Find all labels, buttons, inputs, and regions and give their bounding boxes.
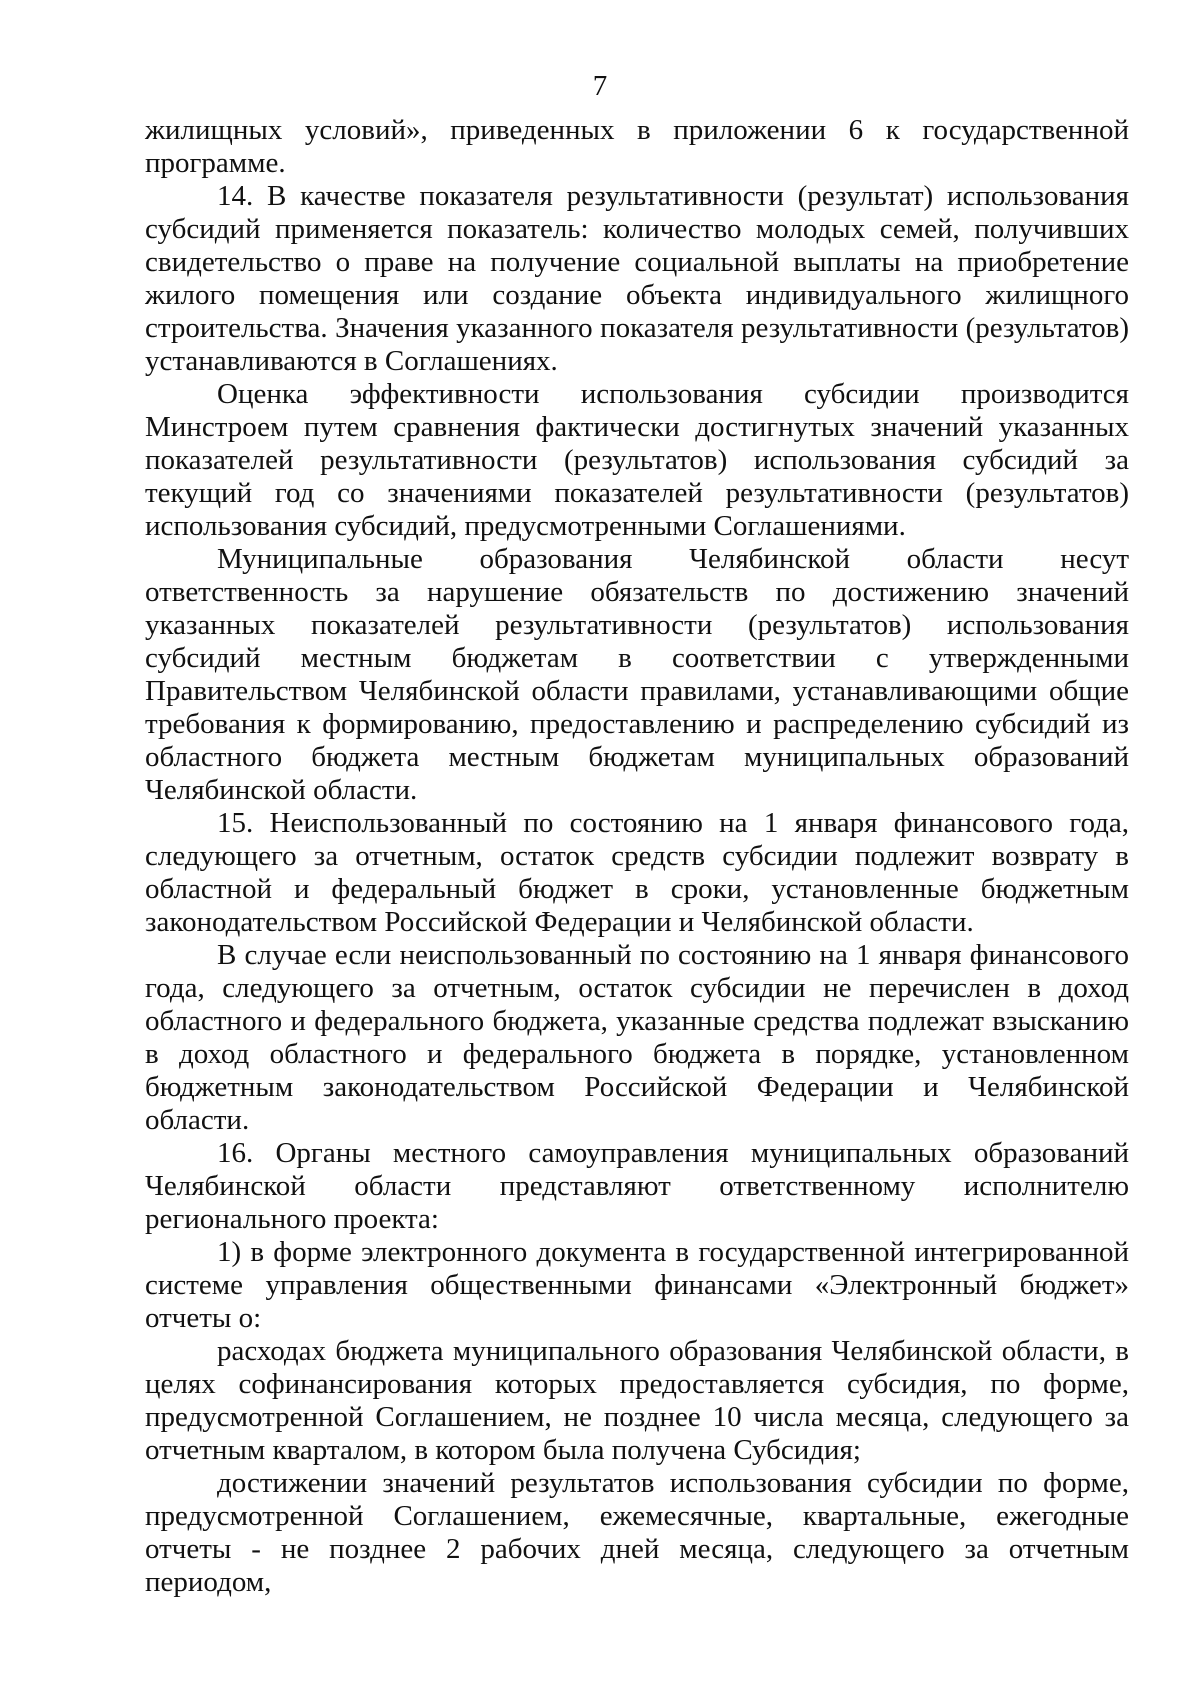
paragraph-item-16: 16. Органы местного самоуправления муниципальных образований Челябинской области представляют ответственному исполнителю регионального проекта: [145, 1137, 1129, 1235]
paragraph-continuation: жилищных условий», приведенных в приложении 6 к государственной программе. [145, 114, 1129, 179]
paragraph-recovery-case: В случае если неиспользованный по состоянию на 1 января финансового года, следующего за отчетным, остаток субсидии не перечислен в доход областного и федерального бюджета, указанные средства подлежат взысканию в доход областного и федерального бюджета в порядке, установленном бюджетным законодательством Российской Федерации и Челябинской области. [145, 939, 1129, 1136]
paragraph-expenditure-report: расходах бюджета муниципального образования Челябинской области, в целях софинансирования которых предоставляется субсидия, по форме, предусмотренной Соглашением, не позднее 10 числа месяца, следующего за отчетным кварталом, в котором была получена Субсидия; [145, 1335, 1129, 1466]
paragraph-subitem-1: 1) в форме электронного документа в государственной интегрированной системе управления общественными финансами «Электронный бюджет» отчеты о: [145, 1236, 1129, 1334]
page-number: 7 [592, 70, 608, 102]
paragraph-item-14: 14. В качестве показателя результативности (результат) использования субсидий применяется показатель: количество молодых семей, получивших свидетельство о праве на получение социальной выплаты на приобретение жилого помещения или создание объекта индивидуального жилищного строительства. Значения указанного показателя результативности (результатов) устанавливаются в Соглашениях. [145, 180, 1129, 377]
paragraph-municipal-responsibility: Муниципальные образования Челябинской области несут ответственность за нарушение обязательств по достижению значений указанных показателей результативности (результатов) использования субсидий местным бюджетам в соответствии с утвержденными Правительством Челябинской области правилами, устанавливающими общие требования к формированию, предоставлению и распределению субсидий из областного бюджета местным бюджетам муниципальных образований Челябинской области. [145, 543, 1129, 806]
paragraph-item-15: 15. Неиспользованный по состоянию на 1 января финансового года, следующего за отчетным, остаток средств субсидии подлежит возврату в областной и федеральный бюджет в сроки, установленные бюджетным законодательством Российской Федерации и Челябинской области. [145, 807, 1129, 938]
paragraph-efficiency-evaluation: Оценка эффективности использования субсидии производится Минстроем путем сравнения фактически достигнутых значений указанных показателей результативности (результатов) использования субсидий за текущий год со значениями показателей результативности (результатов) использования субсидий, предусмотренными Соглашениями. [145, 378, 1129, 542]
document-body [145, 114, 1129, 1599]
paragraph-results-report: достижении значений результатов использования субсидии по форме, предусмотренной Соглашением, ежемесячные, квартальные, ежегодные отчеты - не позднее 2 рабочих дней месяца, следующего за отчетным периодом, [145, 1467, 1129, 1598]
